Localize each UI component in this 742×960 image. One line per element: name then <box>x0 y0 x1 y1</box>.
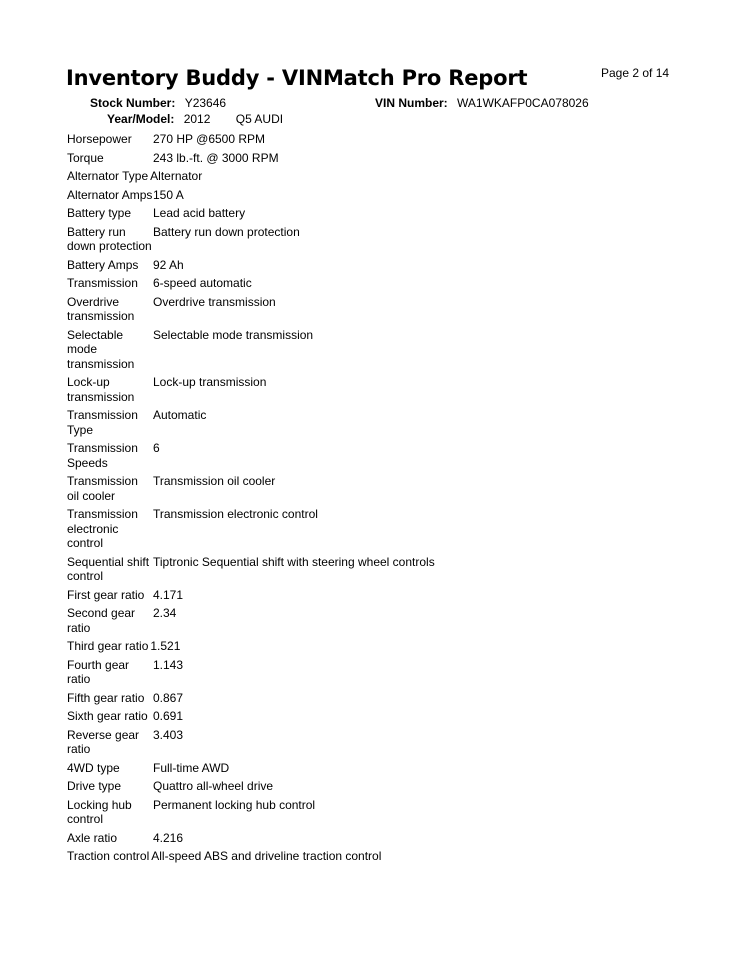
spec-value: Permanent locking hub control <box>153 797 316 812</box>
spec-label: Torque <box>67 150 104 165</box>
spec-value: 3.403 <box>153 727 184 742</box>
spec-value: 243 lb.-ft. @ 3000 RPM <box>153 150 279 165</box>
spec-value: Selectable mode transmission <box>153 327 314 342</box>
year-model <box>107 112 283 126</box>
stock-number <box>90 96 226 110</box>
spec-value: All-speed ABS and driveline traction control <box>151 849 382 863</box>
spec-label: Drive type <box>67 779 122 793</box>
spec-row <box>67 188 587 203</box>
spec-value: Lock-up transmission <box>153 375 267 389</box>
page-number: Page 2 of 14 <box>601 66 670 80</box>
spec-value: Overdrive transmission <box>153 294 276 309</box>
spec-label: Battery type <box>67 206 132 220</box>
spec-row <box>67 206 587 221</box>
spec-row <box>67 408 587 437</box>
spec-row <box>67 639 587 654</box>
spec-row <box>67 328 587 372</box>
spec-row <box>67 606 587 635</box>
spec-label: Fifth gear ratio <box>67 690 145 705</box>
spec-row <box>67 709 587 724</box>
model-value: Q5 AUDI <box>235 112 284 126</box>
spec-row <box>67 375 587 404</box>
spec-label: Overdrive transmission <box>67 294 135 323</box>
spec-row <box>67 831 587 846</box>
spec-label: Transmission Speeds <box>67 441 138 470</box>
spec-value: Full-time AWD <box>153 760 230 775</box>
spec-label: Reverse gear ratio <box>67 727 140 756</box>
spec-row <box>67 474 587 503</box>
spec-label: Sixth gear ratio <box>67 709 148 723</box>
spec-value: Transmission oil cooler <box>153 474 276 488</box>
year-label: Year/Model: <box>107 112 175 126</box>
spec-value: 4.171 <box>153 587 184 602</box>
spec-value: Battery run down protection <box>153 224 300 239</box>
spec-label: Fourth gear ratio <box>67 657 130 686</box>
stock-value: Y23646 <box>184 96 227 110</box>
spec-list <box>67 132 587 868</box>
spec-value: Lead acid battery <box>153 206 246 220</box>
spec-row <box>67 276 587 291</box>
vin-label: VIN Number: <box>375 96 448 110</box>
spec-value: 1.521 <box>150 639 181 653</box>
spec-label: Battery Amps <box>67 257 139 272</box>
spec-label: Transmission Type <box>67 408 138 437</box>
spec-row <box>67 132 587 147</box>
spec-value: 4.216 <box>153 830 184 845</box>
spec-label: Transmission electronic control <box>67 507 138 550</box>
spec-value: 6-speed automatic <box>153 276 252 290</box>
spec-value: 270 HP @6500 RPM <box>153 132 266 146</box>
spec-value: Tiptronic Sequential shift with steering wheel controls <box>153 554 435 569</box>
spec-label: Battery run down protection <box>67 224 152 253</box>
spec-row <box>67 225 587 254</box>
spec-row <box>67 258 587 273</box>
spec-label: Selectable mode transmission <box>67 327 135 371</box>
spec-row <box>67 728 587 757</box>
spec-row <box>67 295 587 324</box>
spec-row <box>67 798 587 827</box>
spec-label: Transmission <box>67 276 138 290</box>
spec-value: Automatic <box>153 408 207 422</box>
spec-value: 150 A <box>153 187 184 202</box>
vin-value: WA1WKAFP0CA078026 <box>457 96 589 110</box>
spec-value: Transmission electronic control <box>153 507 318 521</box>
spec-row <box>67 151 587 166</box>
spec-row <box>67 691 587 706</box>
spec-value: 2.34 <box>153 606 177 620</box>
spec-row <box>67 507 587 551</box>
stock-label: Stock Number: <box>90 96 176 110</box>
spec-label: Sequential shift control <box>67 554 150 583</box>
spec-label: Traction control <box>67 849 150 863</box>
spec-row <box>67 761 587 776</box>
spec-row <box>67 555 587 584</box>
spec-label: Alternator Amps <box>67 187 153 202</box>
spec-label: Second gear ratio <box>67 606 136 635</box>
spec-value: 6 <box>153 441 160 455</box>
spec-label: Horsepower <box>67 132 132 146</box>
spec-row <box>67 441 587 470</box>
spec-label: 4WD type <box>67 760 120 775</box>
spec-label: Axle ratio <box>67 830 118 845</box>
spec-label: Lock-up transmission <box>67 375 135 404</box>
year-value: 2012 <box>183 112 211 126</box>
spec-value: Quattro all-wheel drive <box>153 779 274 793</box>
spec-label: Transmission oil cooler <box>67 474 138 503</box>
spec-row <box>67 658 587 687</box>
spec-row <box>67 849 587 864</box>
spec-label: First gear ratio <box>67 587 145 602</box>
spec-value: 0.691 <box>153 709 184 723</box>
spec-value: 1.143 <box>153 657 184 672</box>
spec-row <box>67 169 587 184</box>
report-title: Inventory Buddy - VINMatch Pro Report <box>66 66 528 90</box>
spec-label: Locking hub control <box>67 797 132 826</box>
spec-label: Third gear ratio <box>67 639 149 653</box>
spec-row <box>67 779 587 794</box>
spec-value: 92 Ah <box>153 257 184 272</box>
spec-row <box>67 588 587 603</box>
spec-label: Alternator Type <box>67 169 149 183</box>
spec-value: 0.867 <box>153 690 184 705</box>
vin-number <box>375 96 589 110</box>
spec-value: Alternator <box>150 169 203 183</box>
